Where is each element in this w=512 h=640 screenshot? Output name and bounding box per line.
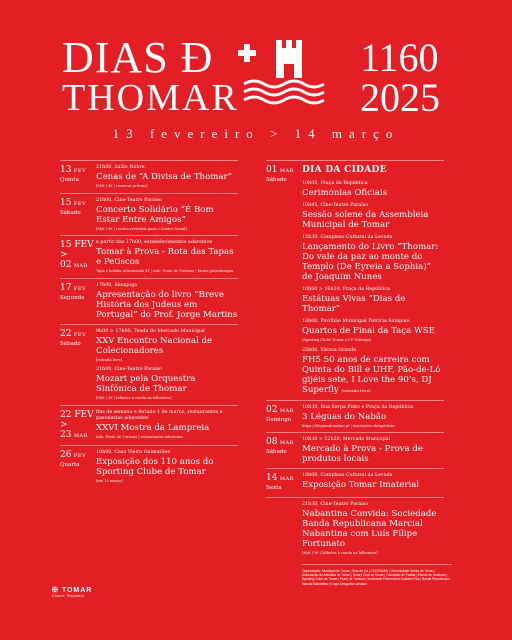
event-title: XXVI Mostra da Lampreia: [96, 422, 210, 433]
event-item: [60, 160, 238, 193]
event-meta: 22h00, Várzea Grande: [302, 347, 357, 353]
festival-period: 13 fevereiro > 14 março: [112, 126, 400, 141]
event-date: 22 FEV Sábado: [60, 328, 87, 347]
event-item: [266, 497, 444, 560]
event-title: Exposição Tomar Imaterial: [302, 480, 420, 490]
event-title: Tomar à Prova - Rota das Tapas e Petiscos: [96, 247, 234, 267]
event-title: Sessão solene da Assembleia Municipal de Tomar: [302, 210, 429, 230]
section-heading: DIA DA CIDADE: [302, 165, 387, 175]
event-meta: 18h00, Pavilhão Municipal Patrícia Sampaio: [302, 319, 410, 324]
event-note: [até 15 março]: [96, 478, 123, 483]
event-item: [266, 400, 444, 433]
event-item: [266, 432, 444, 468]
title-line-2: THOMAR: [62, 77, 239, 119]
event-note: (Sporting Clube Tomar x CP Voltrega): [302, 338, 372, 342]
event-date: [266, 502, 302, 556]
year-end: 2025: [360, 75, 440, 120]
event-note: [entrada livre]: [96, 357, 123, 362]
title-line-1: DIAS Đ: [62, 33, 214, 82]
event-title: FH5 50 anos de carreira com Quinta do Bill e UHF, Pão-de-Ló gijéis sete, I Love the 90’s, DJ Superfly: [302, 354, 441, 395]
event-date: 15 FEV Sábado: [60, 197, 87, 216]
festival-title: [62, 33, 239, 119]
organization-credits: Organização: Município de Tomar | Dias de Cá | CCDRAVAN | Universidade Sénior de Tomar | Associação de Artesãos de Tomar | Rotary Club de Tomar | Comissão de Festas | Escola de Hotelaria | Sporting Clube de Tomar | Posto de Turismo | Sociedade Filarmónica Gualdim Pais | Banda Republicana Marcial Nabantina | Grupo Desportivo Amador: [302, 564, 452, 586]
event-meta: 17h00, Sinagoga: [96, 282, 138, 288]
event-note: [M/6 | 4€ | reservas prévias]: [96, 184, 148, 188]
event-title: Lançamento do Livro “Thomar: Do vale da paz ao monte do Templo (De Eyreia a Sophia)” de Joaquim Nunes: [302, 242, 439, 282]
cross-icon: ✠: [52, 587, 62, 594]
event-meta: 10h30 > 12h30, Mercado Municipal: [302, 437, 391, 442]
event-title: Exposição dos 110 anos do Sporting Clube de Tomar: [96, 456, 214, 477]
event-date: 13 FEV Quinta: [60, 165, 87, 183]
event-title: Cerimónias Oficiais: [302, 188, 388, 198]
event-meta: 18h00, Casa Vieira Guimarães: [96, 449, 171, 455]
tomar-logo: ✠ TOMAR Cidade Templária: [52, 587, 93, 598]
event-meta: 16h00 > 18h30, Praça da República: [302, 287, 390, 292]
event-meta: 21h00, Cine-Teatro Paraíso: [96, 367, 162, 372]
header: [0, 0, 512, 120]
event-title: Apresentação do livro “Breve História dos Judeus em Portugal” do Prof. Jorge Martins: [96, 289, 238, 320]
event-item: [266, 468, 444, 497]
event-meta: 9h00 > 17h00, Tenda do Mercado Municipal: [96, 328, 205, 334]
event-title: Estátuas Vivas “Dias de Thomar”: [302, 294, 406, 314]
event-date: 08 MAR Sábado: [266, 437, 294, 455]
event-item: [60, 405, 238, 445]
event-note: [M/6 | 5€ | bilhetes à venda na bilheteira]: [302, 551, 378, 555]
event-item: [60, 278, 238, 324]
left-column: [60, 160, 238, 487]
event-date: 15 FEV > 02 MAR: [60, 240, 94, 270]
event-meta: a partir das 17h00, estabelecimentos aderentes: [96, 240, 213, 245]
right-column: [266, 160, 444, 560]
event-meta: 15h30, Complexo Cultural da Levada: [302, 235, 393, 240]
event-note: (entrada livre): [341, 387, 371, 393]
event-item: [60, 235, 238, 278]
event-meta: 21h00, Cine-Teatro Paraíso: [96, 197, 162, 203]
event-note: [M/6 | 5€ | receita revertida para o Centro Social]: [96, 226, 187, 231]
event-meta: 21h00, Salão Nobre: [96, 165, 145, 170]
event-title: XXV Encontro Nacional de Colecionadores: [96, 335, 213, 356]
event-title: Cenas de “A Divisa de Thomar”: [96, 172, 233, 182]
event-item: [60, 193, 238, 236]
event-note: Tapa e bebida selecionada 4€ | info: Posto de Turismo | forms.gle/rotatapas: [96, 269, 234, 273]
event-date: 22 FEV > 23 MAR: [60, 409, 94, 440]
event-item: [266, 160, 444, 400]
event-note: Info: Posto de Turismo | restaurantes aderentes: [96, 434, 184, 439]
event-title: 3 Léguas do Nabão: [302, 411, 387, 422]
event-title: Nabantina Convida: Sociedade Banda Republicana Marcial Nabantina com Luís Filipe Fortunato: [302, 509, 437, 549]
event-meta: 10h00, Praça da República: [302, 181, 368, 186]
event-item: [60, 445, 238, 488]
event-date: 02 MAR Domingo: [266, 404, 294, 423]
event-meta: 21h30, Cine-Teatro Paraíso: [302, 502, 368, 507]
event-note: https://3leguasdonabao.pt | inscrições obrigatórias: [302, 423, 395, 428]
years: [360, 35, 440, 120]
event-meta: fins de semana e feriado 1 de março, restaurantes e pastelarias aderentes: [96, 409, 223, 421]
event-title: Mercado à Prova - Prova de produtos locais: [302, 444, 423, 464]
year-start: 1160: [360, 35, 439, 80]
event-title: Quartos de Final da Taça WSE: [302, 326, 435, 336]
event-meta: 10h45, Cine-Teatro Paraíso: [302, 203, 368, 208]
event-date: 01 MAR Sábado: [266, 165, 294, 183]
event-title: Mozart pela Orquestra Sinfónica de Thomar: [96, 374, 196, 394]
event-meta: 10h30, Rua Serpa Pinto e Praça da República: [302, 404, 414, 410]
event-title: Concerto Solidário “É Bom Estar Entre Amigos”: [96, 204, 214, 225]
tower-emblem-icon: [236, 36, 356, 112]
event-note: [M/6 | 5€ | bilhetes à venda na bilheteira]: [96, 396, 172, 400]
event-date: 14 MAR Sexta: [266, 473, 294, 491]
event-date: 26 FEV Quarta: [60, 449, 87, 468]
event-meta: 18h00, Complexo Cultural da Levada: [302, 473, 393, 478]
event-item: [60, 324, 238, 405]
event-date: 17 FEV Segunda: [60, 282, 87, 301]
